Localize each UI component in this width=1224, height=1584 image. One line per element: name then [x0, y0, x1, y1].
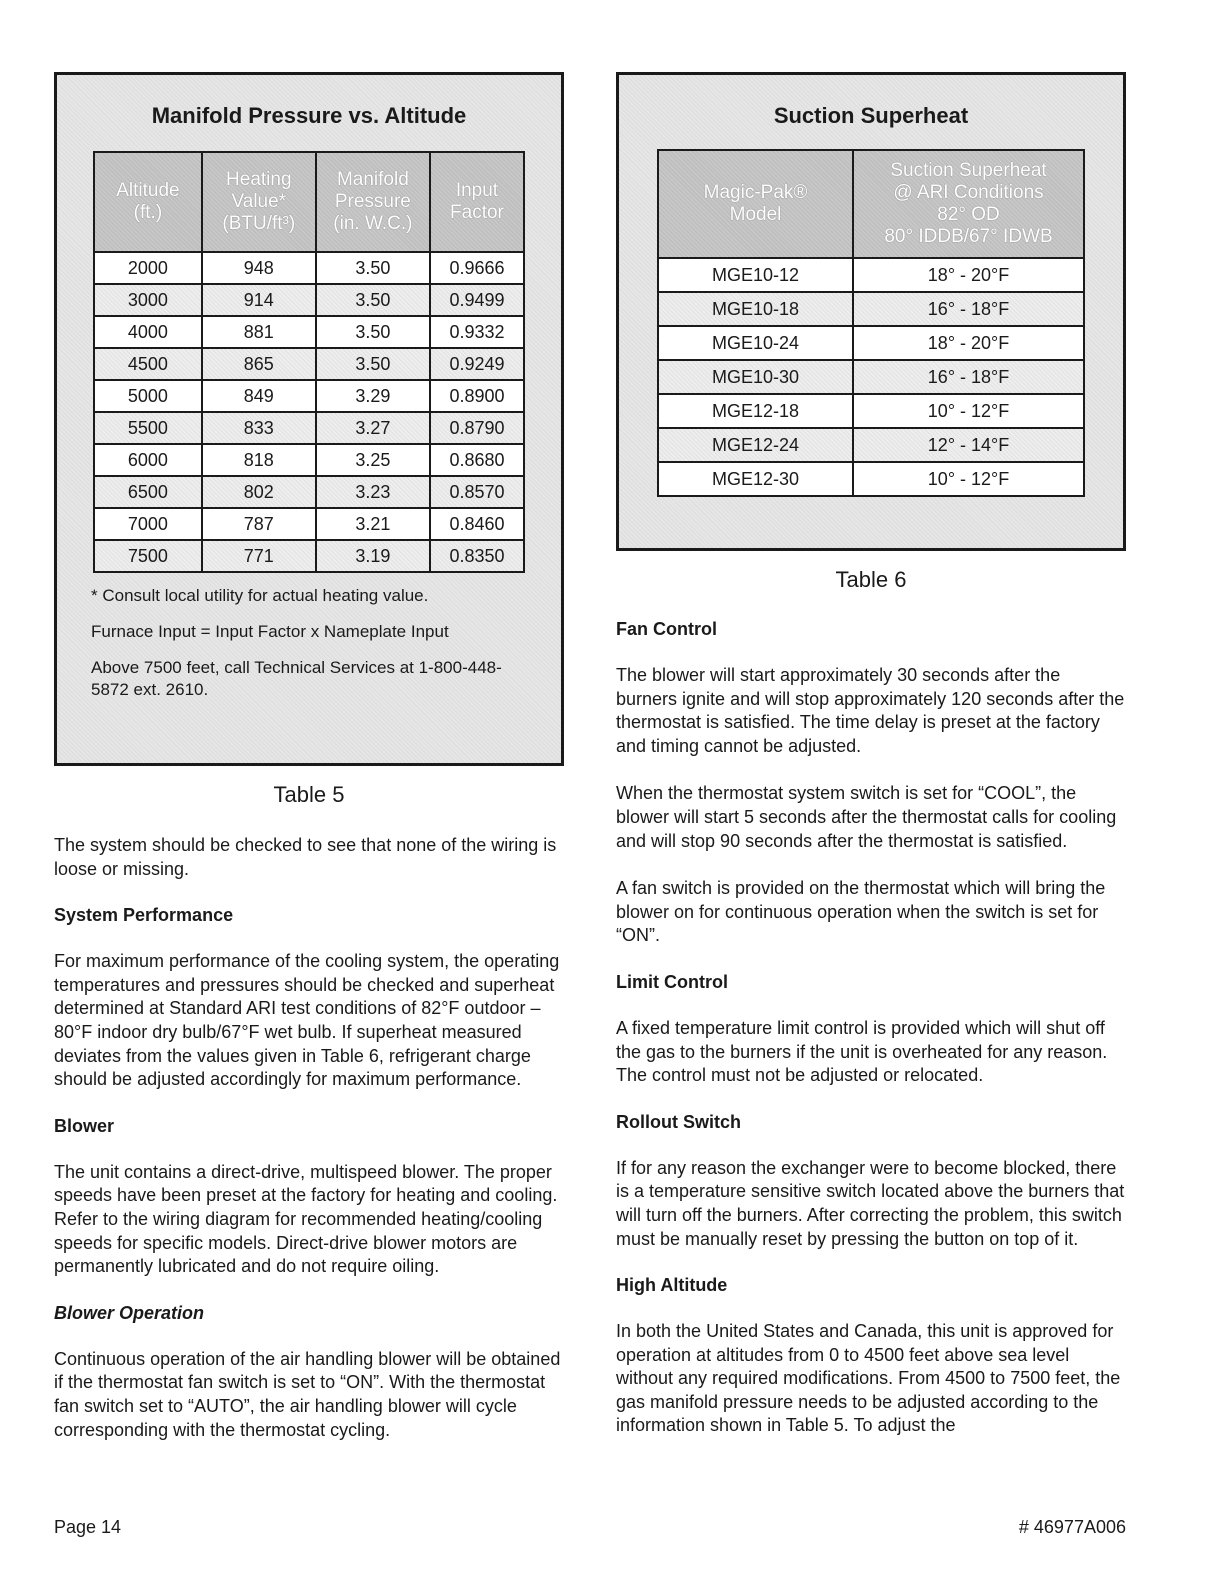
right-column	[616, 72, 1126, 1438]
table-cell: 6500	[94, 476, 202, 508]
blower-operation-heading: Blower Operation	[54, 1302, 205, 1323]
fan-control-text-2: When the thermostat system switch is set for “COOL”, the blower will start 5 seconds after the thermostat calls for cooling and will stop 90 seconds after the thermostat is satisfied.	[616, 783, 1117, 851]
table-cell: 833	[202, 412, 316, 444]
table-cell: 18° - 20°F	[853, 326, 1084, 360]
table-cell: 4000	[94, 316, 202, 348]
table-row	[94, 284, 524, 316]
table-row	[94, 540, 524, 572]
table6-title: Suction Superheat	[773, 103, 969, 128]
fan-control-heading: Fan Control	[616, 619, 717, 639]
table5-notes	[91, 585, 531, 701]
system-performance-text: For maximum performance of the cooling system, the operating temperatures and pressures should be checked and superheat determined at Standard ARI test conditions of 82°F outdoor – 80°F indoor dry bulb/67°F wet bulb. If superheat measured deviates from the values given in Table 6, refrigerant charge should be adjusted accordingly for maximum performance.	[54, 951, 560, 1090]
table-cell: 0.8460	[430, 508, 524, 540]
table5-header-altitude: Altitude (ft.)	[94, 152, 202, 252]
table6-frame	[616, 72, 1126, 551]
table-cell: 4500	[94, 348, 202, 380]
table-cell: MGE12-18	[658, 394, 853, 428]
table-row	[658, 462, 1084, 496]
table-cell: 0.9332	[430, 316, 524, 348]
table-row	[658, 292, 1084, 326]
blower-text: The unit contains a direct-drive, multispeed blower. The proper speeds have been preset at the factory for heating and cooling. Refer to the wiring diagram for recommended heating/cooling speeds for specific models. Direct-drive blower motors are permanently lubricated and do not require oiling.	[54, 1161, 558, 1277]
table-cell: 0.8350	[430, 540, 524, 572]
table-row	[94, 380, 524, 412]
table-row	[658, 394, 1084, 428]
table-cell: 0.8900	[430, 380, 524, 412]
table-row	[94, 476, 524, 508]
table-cell: 3.21	[316, 508, 430, 540]
table-cell: 849	[202, 380, 316, 412]
table-cell: 771	[202, 540, 316, 572]
table-cell: 2000	[94, 252, 202, 284]
blower-operation-text: Continuous operation of the air handling blower will be obtained if the thermostat fan switch is set to “ON”. With the thermostat fan switch set to “AUTO”, the air handling blower will cycle corresponding with the thermostat cycling.	[54, 1348, 561, 1440]
table-cell: 16° - 18°F	[853, 292, 1084, 326]
table-cell: 10° - 12°F	[853, 462, 1084, 496]
table-cell: 0.9666	[430, 252, 524, 284]
table5-above-note: Above 7500 feet, call Technical Services at 1-800-448-5872 ext. 2610.	[91, 658, 502, 699]
table-cell: 0.8570	[430, 476, 524, 508]
table-cell: 0.9249	[430, 348, 524, 380]
high-altitude-heading: High Altitude	[616, 1275, 728, 1296]
table-cell: 16° - 18°F	[853, 360, 1084, 394]
table-cell: 0.9499	[430, 284, 524, 316]
table-cell: MGE10-12	[658, 258, 853, 292]
table-cell: 3.29	[316, 380, 430, 412]
high-altitude-text: In both the United States and Canada, this unit is approved for operation at altitudes from 0 to 4500 feet above sea level without any required modifications. From 4500 to 7500 feet, the gas manifold pressure needs to be adjusted according to the information shown in Table 5. To adjust the	[616, 1321, 1121, 1436]
table-cell: 3.50	[316, 348, 430, 380]
table6-header-row	[658, 150, 1084, 258]
table-cell: 818	[202, 444, 316, 476]
table-row	[94, 348, 524, 380]
limit-control-heading: Limit Control	[616, 971, 728, 992]
table-cell: 802	[202, 476, 316, 508]
table-row	[658, 326, 1084, 360]
table-row	[94, 252, 524, 284]
table-cell: 948	[202, 252, 316, 284]
table-cell: MGE10-24	[658, 326, 853, 360]
table-cell: 10° - 12°F	[853, 394, 1084, 428]
table-cell: 0.8680	[430, 444, 524, 476]
table-cell: 5500	[94, 412, 202, 444]
table-cell: 787	[202, 508, 316, 540]
rollout-switch-heading: Rollout Switch	[616, 1111, 741, 1132]
rollout-switch-text: If for any reason the exchanger were to become blocked, there is a temperature sensitive switch located above the burners that will turn off the burners. After correcting the problem, this switch must be manually reset by pressing the button on top of it.	[616, 1157, 1125, 1249]
table-cell: 3.25	[316, 444, 430, 476]
table6-caption: Table 6	[835, 567, 907, 592]
fan-control-text-3: A fan switch is provided on the thermostat which will bring the blower on for continuous operation when the switch is set for “ON”.	[616, 878, 1106, 946]
table-cell: 881	[202, 316, 316, 348]
table-cell: 5000	[94, 380, 202, 412]
table5-header-row	[94, 152, 524, 252]
table-cell: 3000	[94, 284, 202, 316]
left-column	[54, 72, 564, 1442]
table-cell: MGE10-18	[658, 292, 853, 326]
table-cell: 0.8790	[430, 412, 524, 444]
page-number: Page 14	[54, 1517, 122, 1537]
table5-frame	[54, 72, 564, 766]
table5-footnote: * Consult local utility for actual heating value.	[91, 586, 429, 605]
table-cell: 3.50	[316, 316, 430, 348]
table-row	[94, 412, 524, 444]
table-cell: 7500	[94, 540, 202, 572]
table-cell: 3.19	[316, 540, 430, 572]
table-row	[658, 428, 1084, 462]
table6	[657, 149, 1085, 497]
table-cell: 12° - 14°F	[853, 428, 1084, 462]
fan-control-text-1: The blower will start approximately 30 seconds after the burners ignite and will stop approximately 120 seconds after the thermostat is satisfied. The time delay is preset at the factory and timing cannot be adjusted.	[616, 665, 1125, 756]
table-cell: 865	[202, 348, 316, 380]
table6-header-superheat: Suction Superheat @ ARI Conditions 82° OD 80° IDDB/67° IDWB	[853, 150, 1084, 258]
table-cell: MGE10-30	[658, 360, 853, 394]
table5-formula: Furnace Input = Input Factor x Nameplate Input	[91, 622, 449, 641]
limit-control-text: A fixed temperature limit control is provided which will shut off the gas to the burners if the unit is overheated for any reason. The control must not be adjusted or relocated.	[616, 1017, 1108, 1086]
table-cell: 3.23	[316, 476, 430, 508]
table-cell: MGE12-30	[658, 462, 853, 496]
blower-heading: Blower	[54, 1115, 115, 1136]
table-cell: 3.27	[316, 412, 430, 444]
wiring-paragraph: The system should be checked to see that none of the wiring is loose or missing.	[54, 835, 557, 879]
table-row	[94, 316, 524, 348]
table-row	[658, 360, 1084, 394]
table-cell: 914	[202, 284, 316, 316]
table-row	[658, 258, 1084, 292]
table-row	[94, 444, 524, 476]
table-row	[94, 508, 524, 540]
table-cell: MGE12-24	[658, 428, 853, 462]
table5-header-manifold: Manifold Pressure (in. W.C.)	[316, 152, 430, 252]
table6-header-model: Magic-Pak® Model	[658, 150, 853, 258]
table-cell: 3.50	[316, 284, 430, 316]
table-cell: 6000	[94, 444, 202, 476]
table-cell: 3.50	[316, 252, 430, 284]
table5-caption: Table 5	[273, 782, 345, 807]
table5-title: Manifold Pressure vs. Altitude	[151, 103, 467, 128]
table-cell: 18° - 20°F	[853, 258, 1084, 292]
table5	[93, 151, 525, 573]
table5-header-heating: Heating Value* (BTU/ft³)	[202, 152, 316, 252]
table-cell: 7000	[94, 508, 202, 540]
system-performance-heading: System Performance	[54, 905, 234, 926]
document-number: # 46977A006	[1018, 1517, 1126, 1537]
table5-header-input: Input Factor	[430, 152, 524, 252]
